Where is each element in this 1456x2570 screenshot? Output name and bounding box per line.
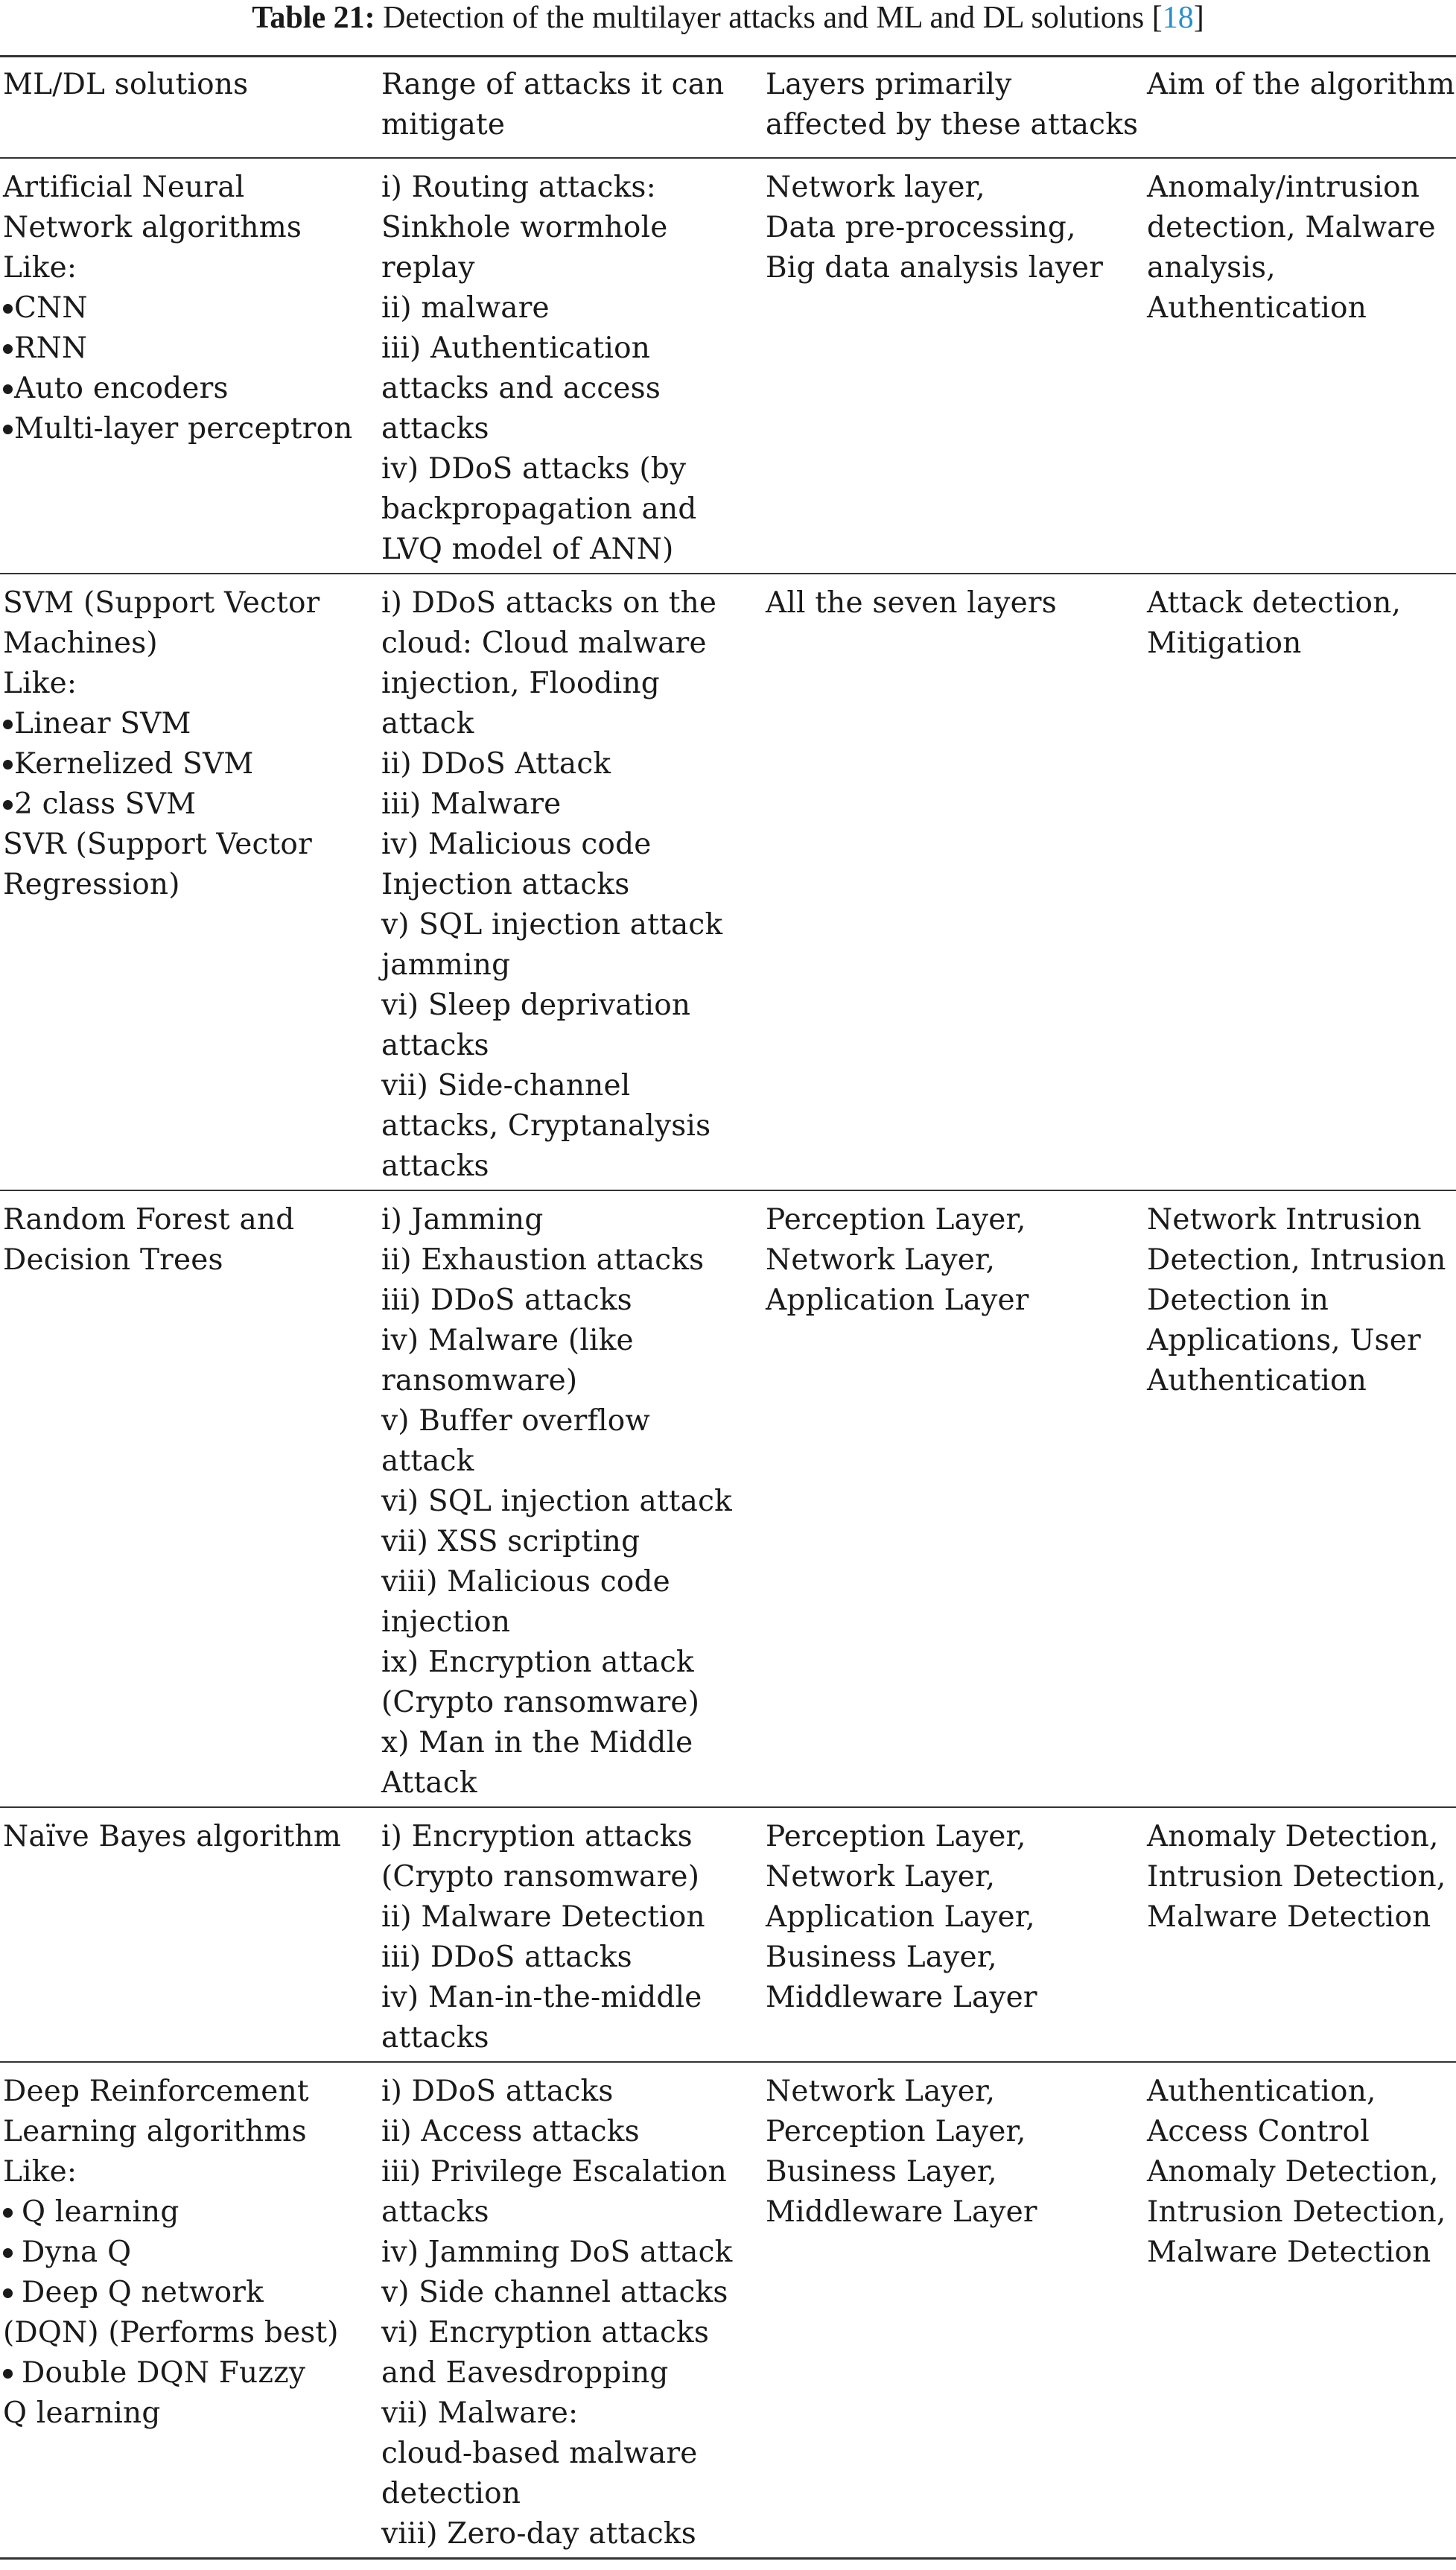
bullet-item (3, 744, 381, 784)
solution-label: Like: (3, 2155, 77, 2189)
bullet-item (3, 704, 381, 744)
cell-layers (766, 2072, 1147, 2554)
attacks-text: vii) Malware: (381, 2396, 579, 2430)
layers-text: Network Layer, (766, 1243, 996, 1277)
cell-attacks (381, 2072, 766, 2554)
solution-label: Like: (3, 667, 77, 700)
table-row (0, 1808, 1456, 2061)
solution-label: Linear SVM (14, 707, 191, 740)
attacks-text: ii) Malware Detection (381, 1900, 705, 1934)
aim-text: Authentication (1147, 1364, 1367, 1397)
attacks-text: attacks (381, 2195, 489, 2229)
solution-label: SVM (Support Vector (3, 586, 320, 620)
solution-label: 2 class SVM (14, 787, 197, 821)
header-cell-layers (766, 65, 1147, 145)
layers-text: Perception Layer, (766, 1820, 1026, 1853)
cell-layers (766, 583, 1147, 1187)
attacks-text: iv) DDoS attacks (by (381, 452, 687, 486)
caption-text: Detection of the multilayer attacks and ML and DL solutions [ (383, 1, 1163, 35)
cell-layers (766, 1817, 1147, 2058)
attacks-text: v) Side channel attacks (381, 2276, 728, 2309)
solution-label: Deep Reinforcement (3, 2075, 309, 2108)
solution-label: Kernelized SVM (14, 747, 254, 781)
bullet-icon (3, 2248, 13, 2258)
attacks-text: Attack (381, 1766, 477, 1800)
attacks-text: v) SQL injection attack (381, 908, 723, 942)
bullet-item (3, 409, 381, 449)
attacks-text: attacks (381, 1149, 489, 1183)
cell-aim (1147, 1200, 1456, 1803)
bullet-item (3, 369, 381, 409)
layers-text: Network layer, (766, 171, 985, 204)
solution-text (3, 248, 381, 288)
aim-text: Malware Detection (1147, 2236, 1431, 2269)
cell-solutions (0, 1200, 381, 1803)
solution-text (3, 865, 381, 905)
attacks-text: i) Encryption attacks (381, 1820, 693, 1853)
header-cell-aim (1147, 65, 1456, 145)
attacks-text: iii) DDoS attacks (381, 1284, 632, 1317)
attacks-text: vii) XSS scripting (381, 1525, 640, 1558)
aim-text: Anomaly/intrusion (1147, 171, 1420, 204)
solution-label: SVR (Support Vector (3, 828, 312, 861)
aim-text: Intrusion Detection, (1147, 1860, 1446, 1894)
attacks-text: replay (381, 251, 475, 285)
bullet-icon (3, 2208, 13, 2218)
attacks-text: vi) SQL injection attack (381, 1485, 732, 1518)
attacks-text: vii) Side-channel (381, 1069, 631, 1102)
attacks-text: injection, Flooding (381, 667, 660, 700)
attacks-text: ii) Access attacks (381, 2115, 640, 2148)
cell-layers (766, 168, 1147, 570)
header-text: Range of attacks it can (381, 68, 725, 101)
solution-label: Machines) (3, 626, 158, 660)
attacks-text: viii) Malicious code (381, 1565, 670, 1599)
layers-text: Middleware Layer (766, 2195, 1037, 2229)
bullet-item (3, 2192, 381, 2233)
bullet-icon (3, 2288, 13, 2298)
attacks-text: v) Buffer overflow (381, 1404, 651, 1438)
solution-label: Q learning (22, 2195, 179, 2229)
solution-text (3, 2313, 381, 2353)
attacks-text: attacks (381, 412, 489, 445)
aim-text: Anomaly Detection, (1147, 2155, 1439, 2189)
table-row (0, 1191, 1456, 1806)
layers-text: Application Layer (766, 1284, 1029, 1317)
attacks-text: attack (381, 1444, 474, 1478)
table-row (0, 2063, 1456, 2557)
solution-label: Regression) (3, 868, 180, 901)
attacks-text: ix) Encryption attack (381, 1646, 694, 1679)
aim-text: Detection in (1147, 1284, 1329, 1317)
aim-text: Applications, User (1147, 1324, 1421, 1357)
attacks-text: i) DDoS attacks on the (381, 586, 717, 620)
bullet-icon (3, 384, 13, 394)
attacks-text: ransomware) (381, 1364, 578, 1397)
aim-text: analysis, (1147, 251, 1276, 285)
cell-aim (1147, 583, 1456, 1187)
table-body (0, 159, 1456, 2560)
solution-text (3, 1817, 381, 1857)
aim-text: detection, Malware (1147, 211, 1436, 244)
solution-text (3, 1200, 381, 1240)
aim-text: Network Intrusion (1147, 1203, 1422, 1237)
bullet-item (3, 784, 381, 825)
solution-label: Network algorithms (3, 211, 302, 244)
bullet-icon (3, 425, 13, 434)
attacks-text: i) Routing attacks: (381, 171, 656, 204)
attacks-text: attacks (381, 1029, 489, 1062)
attacks-table (0, 55, 1456, 2560)
solution-text (3, 168, 381, 208)
header-text: ML/DL solutions (3, 68, 249, 101)
solution-label: CNN (14, 291, 88, 325)
solution-label: Learning algorithms (3, 2115, 307, 2148)
bullet-item (3, 288, 381, 329)
solution-text (3, 2072, 381, 2112)
bullet-icon (3, 304, 13, 314)
solution-text (3, 583, 381, 624)
attacks-text: attacks, Cryptanalysis (381, 1109, 711, 1143)
attacks-text: iii) DDoS attacks (381, 1941, 632, 1974)
solution-text (3, 664, 381, 704)
bullet-icon (3, 2369, 13, 2379)
layers-text: Perception Layer, (766, 2115, 1026, 2148)
bullet-item (3, 2233, 381, 2273)
layers-text: Middleware Layer (766, 1981, 1037, 2014)
attacks-text: iii) Privilege Escalation (381, 2155, 727, 2189)
table-row (0, 159, 1456, 573)
solution-label: Random Forest and (3, 1203, 295, 1237)
attacks-text: (Crypto ransomware) (381, 1686, 700, 1719)
aim-text: Authentication, (1147, 2075, 1376, 2108)
cell-attacks (381, 168, 766, 570)
layers-text: Big data analysis layer (766, 251, 1104, 285)
cell-solutions (0, 1817, 381, 2058)
header-text: Layers primarily (766, 68, 1012, 101)
cell-attacks (381, 1200, 766, 1803)
caption-label: Table 21: (252, 1, 375, 35)
attacks-text: Injection attacks (381, 868, 630, 901)
bullet-icon (3, 344, 13, 354)
bullet-icon (3, 720, 13, 729)
aim-text: Detection, Intrusion (1147, 1243, 1446, 1277)
solution-label: Artificial Neural (3, 171, 245, 204)
aim-text: Mitigation (1147, 626, 1302, 660)
solution-text (3, 2393, 381, 2434)
aim-text: Anomaly Detection, (1147, 1820, 1439, 1853)
aim-text: Attack detection, (1147, 586, 1402, 620)
cell-layers (766, 1200, 1147, 1803)
attacks-text: iii) Authentication (381, 331, 651, 365)
header-row (0, 57, 1456, 157)
solution-text (3, 2112, 381, 2152)
layers-text: Business Layer, (766, 1941, 997, 1974)
cell-attacks (381, 1817, 766, 2058)
attacks-text: Sinkhole wormhole (381, 211, 668, 244)
aim-text: Malware Detection (1147, 1900, 1431, 1934)
solution-label: Naïve Bayes algorithm (3, 1820, 342, 1853)
attacks-text: (Crypto ransomware) (381, 1860, 700, 1894)
attacks-text: cloud: Cloud malware (381, 626, 707, 660)
cell-attacks (381, 583, 766, 1187)
attacks-text: jamming (381, 948, 511, 982)
solution-text (3, 2152, 381, 2192)
attacks-text: and Eavesdropping (381, 2356, 669, 2390)
header-text: Aim of the algorithm (1147, 68, 1455, 101)
cell-solutions (0, 2072, 381, 2554)
header-text: mitigate (381, 108, 506, 142)
solution-label: Like: (3, 251, 77, 285)
bullet-item (3, 2353, 381, 2393)
caption-close: ] (1193, 1, 1204, 35)
attacks-text: ii) Exhaustion attacks (381, 1243, 705, 1277)
cell-solutions (0, 168, 381, 570)
solution-label: Q learning (3, 2396, 161, 2430)
solution-label: Deep Q network (22, 2276, 264, 2309)
attacks-text: iv) Malicious code (381, 828, 652, 861)
attacks-text: cloud-based malware (381, 2437, 698, 2470)
attacks-text: viii) Zero-day attacks (381, 2517, 696, 2551)
attacks-text: iii) Malware (381, 787, 562, 821)
solution-label: Decision Trees (3, 1243, 223, 1277)
bottom-rule (0, 2557, 1456, 2560)
layers-text: Data pre-processing, (766, 211, 1076, 244)
attacks-text: ii) malware (381, 291, 550, 325)
cell-aim (1147, 2072, 1456, 2554)
table-row (0, 574, 1456, 1190)
solution-text (3, 1240, 381, 1281)
attacks-text: injection (381, 1605, 511, 1639)
attacks-text: i) Jamming (381, 1203, 544, 1237)
attacks-text: ii) DDoS Attack (381, 747, 611, 781)
solution-text (3, 208, 381, 248)
attacks-text: x) Man in the Middle (381, 1726, 693, 1760)
layers-text: All the seven layers (766, 586, 1057, 620)
solution-label: Dyna Q (22, 2236, 132, 2269)
attacks-text: iv) Malware (like (381, 1324, 634, 1357)
table-caption (0, 0, 1456, 39)
cell-aim (1147, 168, 1456, 570)
cell-aim (1147, 1817, 1456, 2058)
bullet-icon (3, 800, 13, 810)
solution-label: Auto encoders (14, 372, 229, 405)
layers-text: Perception Layer, (766, 1203, 1026, 1237)
header-cell-attacks (381, 65, 766, 145)
solution-label: Multi-layer perceptron (14, 412, 353, 445)
attacks-text: backpropagation and (381, 492, 697, 526)
layers-text: Network Layer, (766, 1860, 996, 1894)
attacks-text: attacks and access (381, 372, 661, 405)
aim-text: Access Control (1147, 2115, 1370, 2148)
solution-label: RNN (14, 331, 88, 365)
layers-text: Business Layer, (766, 2155, 997, 2189)
aim-text: Intrusion Detection, (1147, 2195, 1446, 2229)
attacks-text: LVQ model of ANN) (381, 533, 674, 566)
solution-label: Double DQN Fuzzy (22, 2356, 306, 2390)
attacks-text: i) DDoS attacks (381, 2075, 614, 2108)
solution-text (3, 825, 381, 865)
aim-text: Authentication (1147, 291, 1367, 325)
attacks-text: attack (381, 707, 474, 740)
solution-text (3, 624, 381, 664)
bullet-icon (3, 760, 13, 770)
attacks-text: vi) Sleep deprivation (381, 989, 691, 1022)
bullet-item (3, 329, 381, 369)
citation-link[interactable]: 18 (1162, 1, 1194, 35)
layers-text: Network Layer, (766, 2075, 996, 2108)
bullet-item (3, 2273, 381, 2313)
cell-solutions (0, 583, 381, 1187)
attacks-text: iv) Man-in-the-middle (381, 1981, 702, 2014)
layers-text: Application Layer, (766, 1900, 1035, 1934)
attacks-text: iv) Jamming DoS attack (381, 2236, 733, 2269)
attacks-text: vi) Encryption attacks (381, 2316, 710, 2350)
header-cell-solutions (0, 65, 381, 145)
attacks-text: detection (381, 2477, 521, 2510)
attacks-text: attacks (381, 2021, 489, 2055)
header-text: affected by these attacks (766, 108, 1139, 142)
solution-label: (DQN) (Performs best) (3, 2316, 339, 2350)
